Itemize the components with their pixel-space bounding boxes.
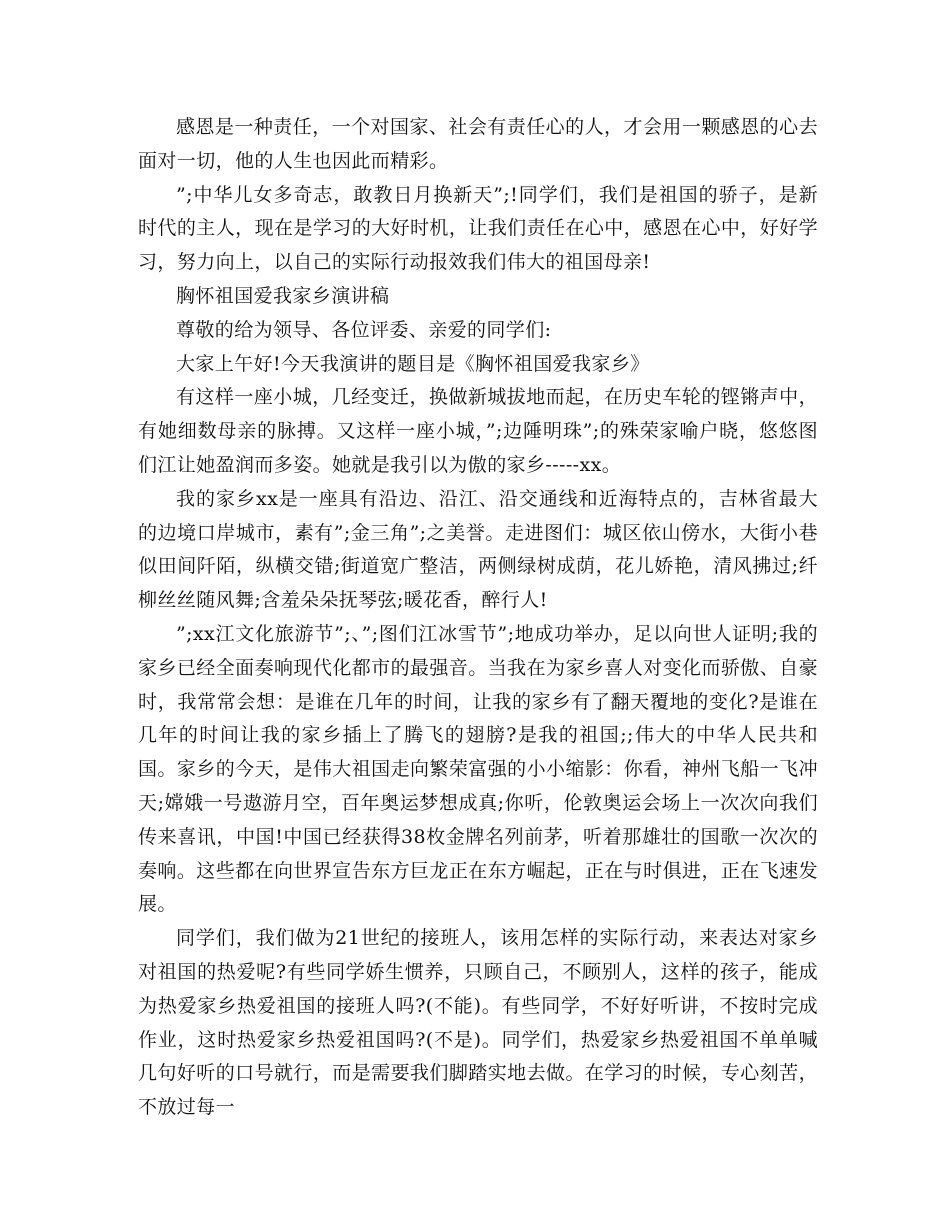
document-body: [138, 111, 818, 1125]
paragraph-gratitude-responsibility: 感恩是一种责任，一个对国家、社会有责任心的人，才会用一颗感恩的心去面对一切，他的人生也因此而精彩。: [138, 116, 818, 172]
paragraph-motherland-pride: ”;中华儿女多奇志，敢教日月换新天”;!同学们，我们是祖国的骄子，是新时代的主人，现在是学习的大好时机，让我们责任在心中，感恩在心中，好好学习，努力向上，以自己的实际行动报效我们伟大的祖国母亲!: [138, 183, 818, 274]
paragraph-small-city: 有这样一座小城，几经变迁，换做新城拔地而起，在历史车轮的铿锵声中，有她细数母亲的脉搏。又这样一座小城，”;边陲明珠”;的殊荣家喻户晓，悠悠图们江让她盈润而多姿。她就是我引以为傲的家乡-----xx。: [138, 386, 818, 476]
speech-title: 胸怀祖国爱我家乡演讲稿: [176, 284, 390, 307]
paragraph-hometown-description: 我的家乡xx是一座具有沿边、沿江、沿交通线和近海特点的，吉林省最大的边境口岸城市，素有”;金三角”;之美誉。走进图们：城区依山傍水，大街小巷似田间阡陌，纵横交错;街道宽广整洁，两侧绿树成荫，花儿娇艳，清风拂过;纤柳丝丝随风舞;含羞朵朵抚琴弦;暖花香，醉行人!: [138, 487, 818, 612]
paragraph-festivals-development: ”;xx江文化旅游节”;、”;图们江冰雪节”;地成功举办，足以向世人证明;我的家乡已经全面奏响现代化都市的最强音。当我在为家乡喜人对变化而骄傲、自豪时，我常常会想：是谁在几年的时间，让我的家乡有了翻天覆地的变化?是谁在几年的时间让我的家乡插上了腾飞的翅膀?是我的祖国;;伟大的中华人民共和国。家乡的今天，是伟大祖国走向繁荣富强的小小缩影：你看，神州飞船一飞冲天;嫦娥一号遨游月空，百年奥运梦想成真;你听，伦敦奥运会场上一次次向我们传来喜讯，中国!中国已经获得38枚金牌名列前茅，听着那雄壮的国歌一次次的奏响。这些都在向世界宣告东方巨龙正在东方崛起，正在与时俱进，正在飞速发展。: [138, 622, 818, 916]
speech-greeting: 大家上午好!今天我演讲的题目是《胸怀祖国爱我家乡》: [176, 352, 650, 375]
paragraph-students-action: 同学们，我们做为21世纪的接班人，该用怎样的实际行动，来表达对家乡对祖国的热爱呢?有些同学娇生惯养，只顾自己，不顾别人，这样的孩子，能成为热爱家乡热爱祖国的接班人吗?(不能)。有些同学，不好好听讲，不按时完成作业，这时热爱家乡热爱祖国吗?(不是)。同学们，热爱家乡热爱祖国不单单喊几句好听的口号就行，而是需要我们脚踏实地去做。在学习的时候，专心刻苦，不放过每一: [138, 927, 818, 1119]
speech-salutation: 尊敬的给为领导、各位评委、亲爱的同学们:: [176, 318, 552, 341]
